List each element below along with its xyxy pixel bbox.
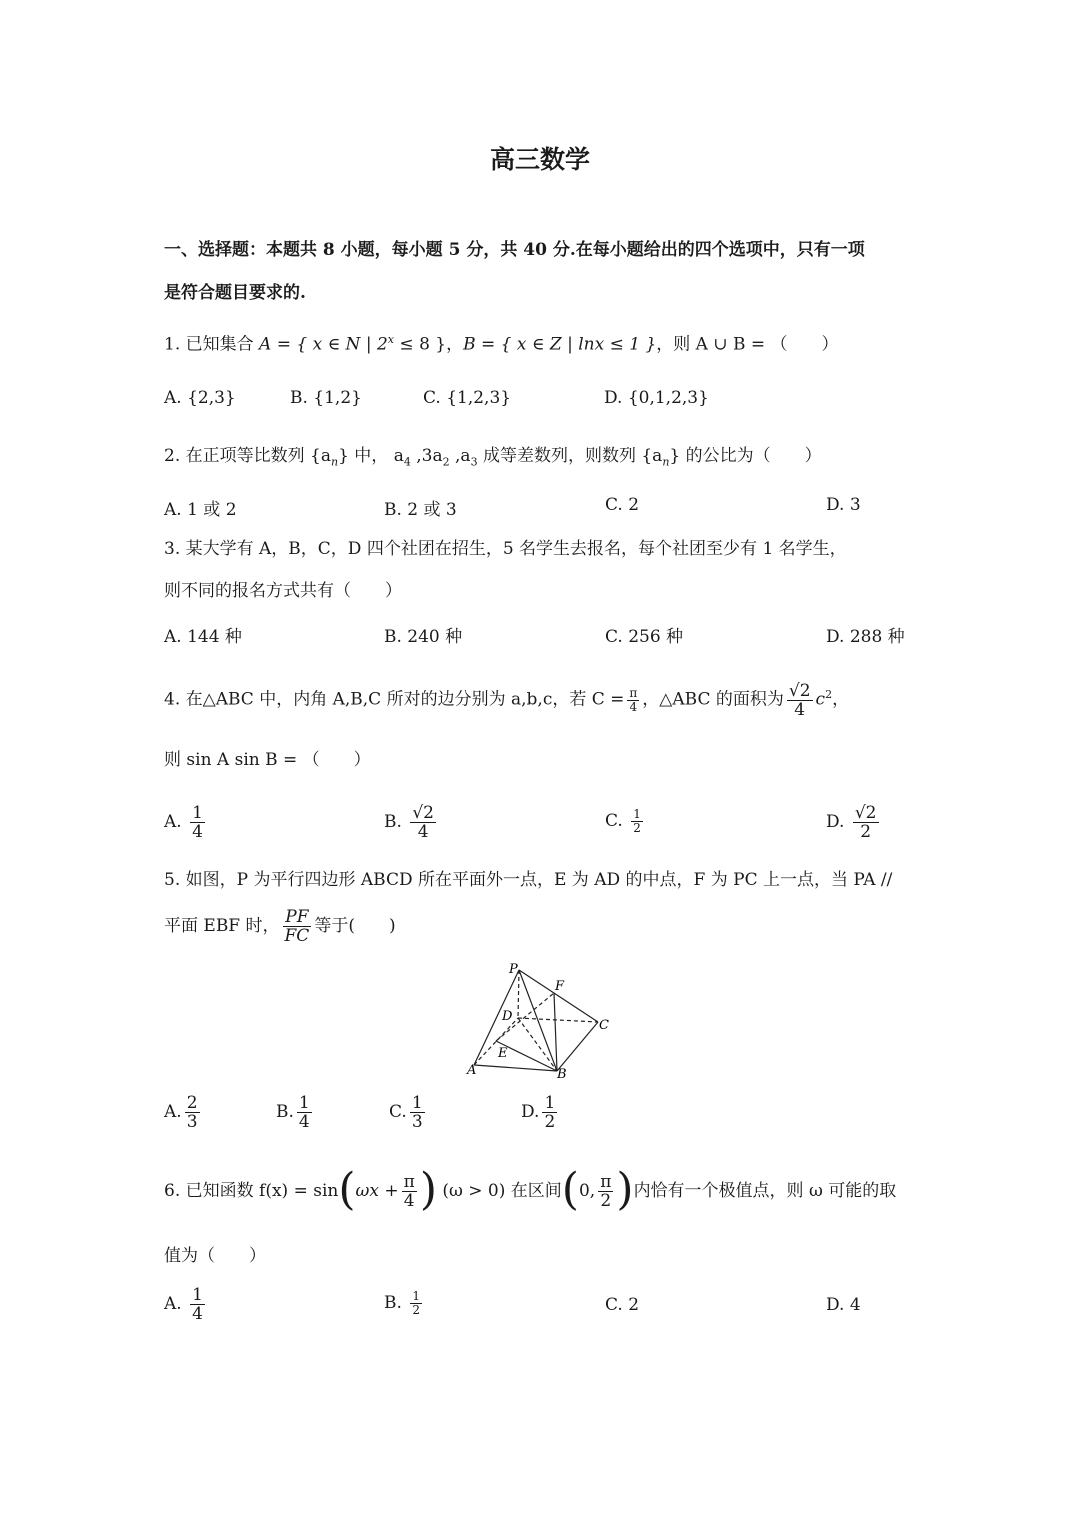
q1-option-a: A. {2,3} — [164, 388, 236, 408]
edge-ab — [474, 1065, 557, 1071]
label-d: D — [502, 1009, 513, 1024]
edge-bc — [557, 1022, 598, 1071]
section-header-line1: 一、选择题：本题共 8 小题，每小题 5 分，共 40 分.在每小题给出的四个选项中，只有一项 — [164, 240, 865, 260]
label-a: A — [467, 1063, 477, 1078]
q6-option-c: C. 2 — [605, 1295, 640, 1315]
label-b: B — [557, 1067, 567, 1082]
page-title: 高三数学 — [489, 145, 590, 174]
q6-option-a: A. $\frac{1}{4}$ — [164, 1285, 203, 1324]
q4-option-a: A. $\frac{1}{4}$ — [164, 803, 203, 842]
q6-stem-line1: 6. 已知函数 f(x) = sin(ωx + $\frac{\pi}{4}$ ) (ω > 0) 在区间(0, $\frac{\pi}{2}$ )内恰有一个极值点，则 ω 可能的取 — [164, 1164, 897, 1215]
q6-option-b: B. $\frac{1}{2}$ — [384, 1289, 420, 1317]
q6-stem-line2: 值为（ ） — [164, 1246, 266, 1266]
q4-stem-line1: 4. 在△ABC 中，内角 A,B,C 所对的边分别为 a,b,c，若 C = $\frac{\pi}{4}$ ，△ABC 的面积为 $\frac{√2}{4}$ $c^2$， — [164, 680, 850, 720]
edge-db — [518, 1018, 557, 1071]
q2-option-a: A. 1 或 2 — [164, 500, 237, 520]
q2-option-b: B. 2 或 3 — [384, 500, 457, 520]
q4-option-d: D. $\frac{√2}{2}$ — [826, 803, 877, 842]
q3-option-d: D. 288 种 — [826, 627, 905, 647]
edge-pc — [519, 970, 598, 1022]
q2-stem: 2. 在正项等比数列 $\{a_n\}$ 中， $a_4$ $,3a_2$ $,a_3$ 成等差数列，则数列 $\{a_n\}$ 的公比为（ ） — [164, 446, 822, 469]
q3-stem-line1: 3. 某大学有 A，B，C，D 四个社团在招生，5 名学生去报名，每个社团至少有 1 名学生， — [164, 539, 847, 559]
q3-option-a: A. 144 种 — [164, 627, 242, 647]
edge-dc — [518, 1018, 598, 1022]
label-p: P — [509, 962, 518, 977]
q1-stem: 1. 已知集合 A = { x ∈ N | $2^x \le 8$ }，B = { x ∈ Z | lnx ≤ 1 }，则 A ∪ B = （ ） — [164, 333, 839, 355]
q1-option-d: D. {0,1,2,3} — [604, 388, 709, 408]
q6-option-d: D. 4 — [826, 1295, 861, 1315]
label-e: E — [498, 1046, 508, 1061]
q2-option-c: C. 2 — [605, 495, 640, 515]
q5-pyramid-figure — [462, 958, 622, 1083]
q5-option-c: C. $\frac{1}{3}$ — [389, 1093, 423, 1132]
q5-option-a: A. $\frac{2}{3}$ — [164, 1093, 198, 1132]
q1-option-b: B. {1,2} — [290, 388, 362, 408]
q3-stem-line2: 则不同的报名方式共有（ ） — [164, 581, 402, 601]
label-c: C — [599, 1018, 609, 1033]
q5-stem-line1: 5. 如图，P 为平行四边形 ABCD 所在平面外一点，E 为 AD 的中点，F 为 PC 上一点，当 PA // — [164, 870, 893, 890]
q1-option-c: C. {1,2,3} — [423, 388, 512, 408]
q5-option-b: B. $\frac{1}{4}$ — [276, 1093, 310, 1132]
q4-option-c: C. $\frac{1}{2}$ — [605, 807, 641, 835]
q3-option-c: C. 256 种 — [605, 627, 684, 647]
q3-option-b: B. 240 种 — [384, 627, 463, 647]
q5-option-d: D. $\frac{1}{2}$ — [521, 1093, 556, 1132]
section-header-line2: 是符合题目要求的. — [164, 283, 306, 303]
q5-stem-line2: 平面 EBF 时， $\frac{PF}{FC}$ 等于( ) — [164, 907, 396, 946]
q4-option-b: B. $\frac{√2}{4}$ — [384, 803, 434, 842]
edge-pd — [518, 970, 519, 1018]
edge-pb — [519, 970, 557, 1071]
edge-bf — [554, 993, 557, 1071]
q2-option-d: D. 3 — [826, 495, 861, 515]
q4-stem-line2: 则 sin A sin B = （ ） — [164, 750, 371, 770]
label-f: F — [555, 979, 565, 994]
